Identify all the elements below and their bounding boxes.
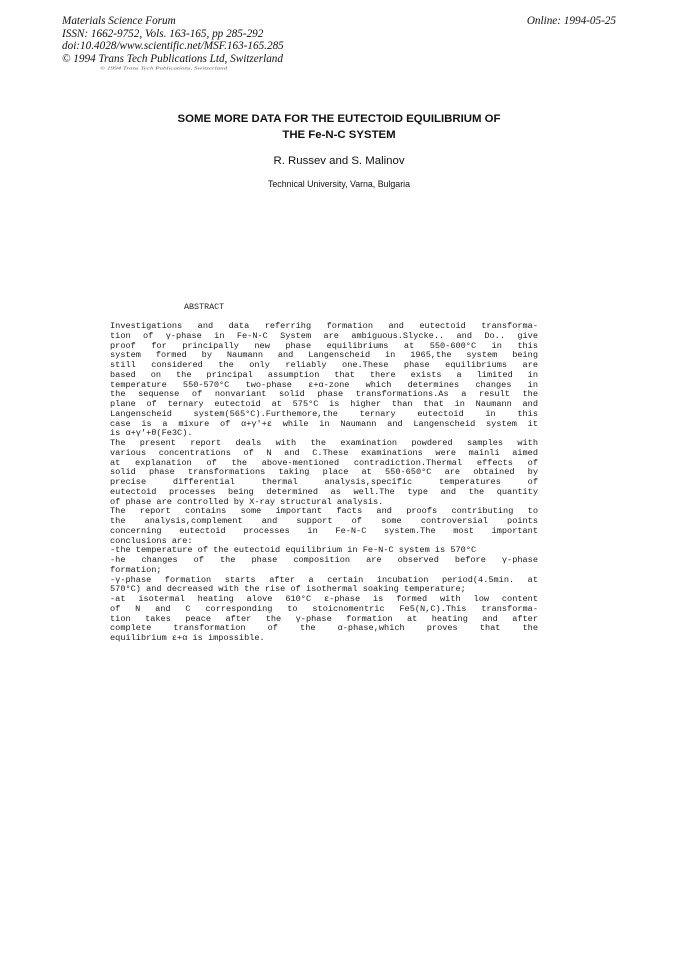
abstract-line: plane of ternary eutectoid at 575°C is higher than that in Naumann and: [110, 399, 538, 409]
abstract-line: equilibrium ε+α is impossible.: [110, 633, 265, 643]
abstract-line: formation;: [110, 564, 162, 575]
abstract-line: Langenscheid system(565°C).Furthemore,the ternary eutectoid in this: [110, 408, 538, 419]
abstract-line: conclusions are:: [110, 535, 193, 546]
abstract-line: the sequense of nonvariant solid phase transformations.As a result the: [110, 389, 538, 400]
abstract-line: -he changes of the phase composition are observed before γ-phase: [110, 555, 538, 565]
paper-title-line-2: THE Fe-N-C SYSTEM: [282, 129, 396, 141]
abstract-line: concerning eutectoid processes in Fe-N-C system.The most important: [110, 525, 538, 536]
abstract-line: 570°C) and decreased with the rise of isothermal soaking temperature;: [110, 584, 466, 595]
publication-info: [62, 15, 284, 65]
abstract-line: based on the principal assumption that there exists a limited in: [110, 369, 538, 380]
abstract-body: [110, 322, 538, 644]
abstract-line: precise differential thermal analysis,specific temperatures of: [110, 477, 538, 487]
abstract-line: Investigations and data referrihg formation and eutectoid transforma-: [110, 321, 538, 331]
abstract-line: of N and C corresponding to stoicnomentric Fe5(N,C).This transforma-: [110, 603, 538, 614]
abstract-line: case is a mixure of α+γ'+ε while in Naumann and Langenscheid system it: [110, 418, 538, 429]
abstract-line: The present report deals with the examination powdered samples with: [110, 438, 538, 448]
paper-title: [0, 111, 678, 143]
abstract-line: proof for principally new phase equilibriums at 550-600°C in this: [110, 340, 538, 351]
abstract-line: temperature 550-570°C two-phase ε+α-zone which determines changes in: [110, 379, 538, 390]
journal-name: Materials Science Forum: [62, 15, 176, 27]
online-date: Online: 1994-05-25: [526, 15, 616, 27]
abstract-line: of phase are controlled by X-ray structural analysis.: [110, 496, 384, 507]
abstract-line: tion takes peace after the γ-phase formation at heating and after: [110, 613, 538, 624]
abstract-line: system formed by Naumann and Langenscheid in 1965,the system being: [110, 350, 538, 361]
paper-title-line-1: SOME MORE DATA FOR THE EUTECTOID EQUILIBRIUM OF: [177, 113, 501, 125]
abstract-line: various concentrations of N and C.These examinations were mainli aimed: [110, 447, 538, 458]
abstract-line: solid phase transformations taking place at 550-650°C are obtained by: [110, 467, 538, 478]
abstract-heading: ABSTRACT: [184, 302, 225, 312]
abstract-line: eutectoid processes being determined as well.The type and the quantity: [110, 486, 538, 497]
abstract-line: The report contains some important facts and proofs contributing to: [110, 506, 538, 517]
paper-affiliation: Technical University, Varna, Bulgaria: [268, 179, 410, 189]
abstract-line: -the temperature of the eutectoid equilibrium in Fe-N-C system is 570°C: [110, 545, 477, 556]
abstract-line: still considered the only reliably one.These phase equilibriums are: [110, 360, 538, 370]
abstract-line: complete transformation of the α-phase,which proves that the: [110, 623, 538, 634]
abstract-line: -γ-phase formation starts after a certain incubation period(4.5min. at: [110, 574, 538, 585]
abstract-line: is α+γ'+θ(Fe3C).: [110, 428, 193, 439]
paper-authors: R. Russev and S. Malinov: [273, 155, 405, 167]
scan-copyright-line: © 1994 Trans Tech Publications, Switzerland: [100, 66, 228, 71]
abstract-line: the analysis,complement and support of some controversial points: [110, 516, 538, 526]
abstract-line: at explanation of the above-mentioned contradiction.Thermal effects of: [110, 457, 538, 468]
doi-line: doi:10.4028/www.scientific.net/MSF.163-165.285: [62, 40, 284, 53]
abstract-line: -at isotermal heating alove 610°C ε-phase is formed with low content: [110, 594, 538, 604]
abstract-line: tion of γ-phase in Fe-N-C System are ambiguous.Slycke.. and Do.. give: [110, 330, 538, 341]
issn-line: ISSN: 1662-9752, Vols. 163-165, pp 285-292: [62, 27, 264, 40]
copyright-line: © 1994 Trans Tech Publications Ltd, Switzerland: [62, 52, 283, 65]
